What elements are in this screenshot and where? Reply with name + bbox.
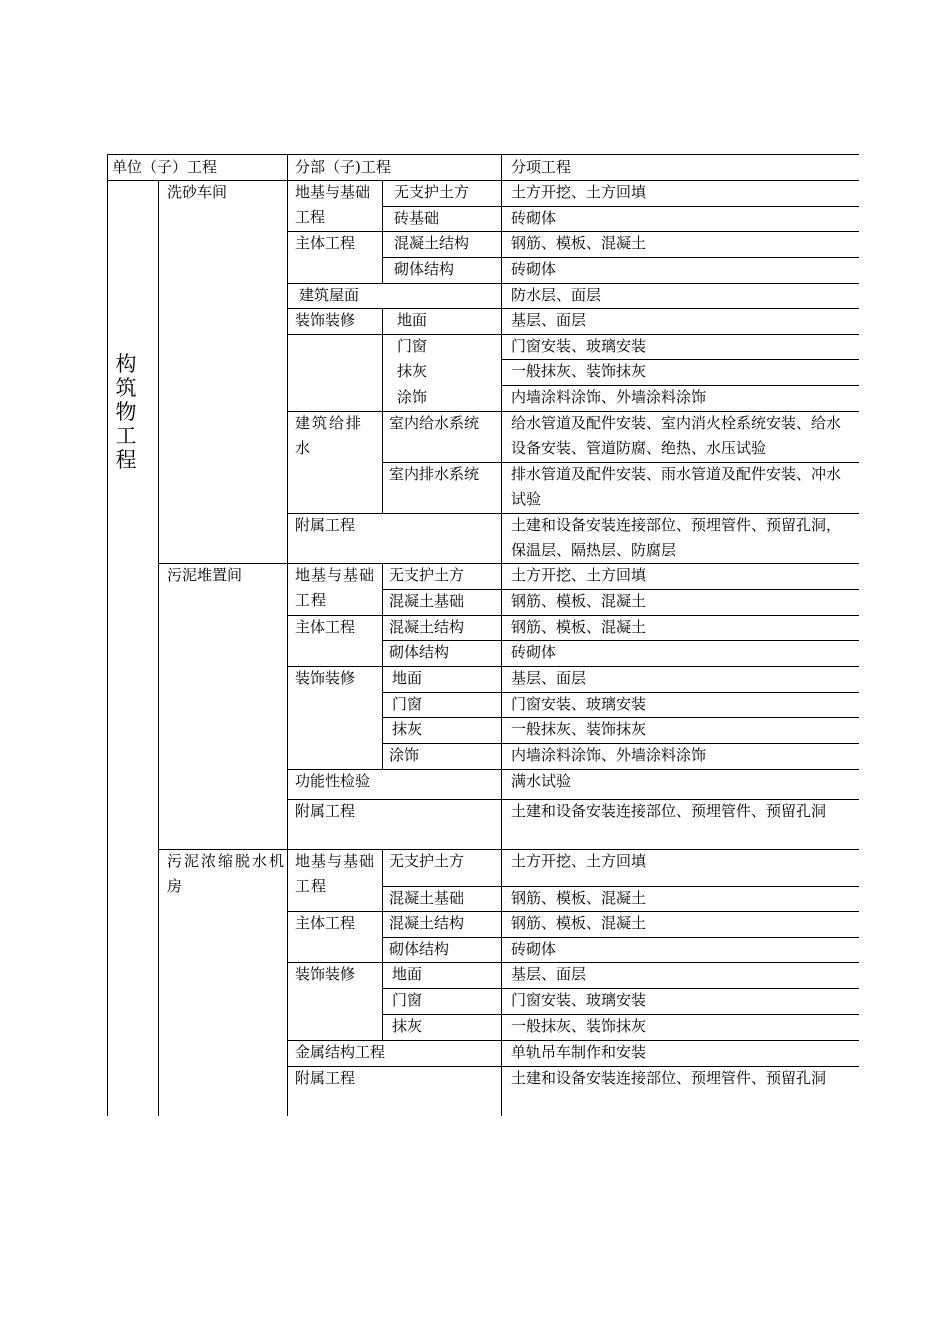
- item-text: 基层、面层: [511, 965, 587, 983]
- sub-division-name: 砌体结构: [394, 260, 455, 278]
- item-text: 基层、面层: [511, 311, 587, 329]
- division-name: 装饰装修: [295, 965, 356, 983]
- sub-division-name: 混凝土结构: [389, 914, 465, 932]
- sub-division-name: 地面: [397, 311, 428, 329]
- item-text: 砖砌体: [511, 209, 557, 227]
- sub-division-name: 室内给水系统: [389, 414, 480, 432]
- sub-division-name: 门窗: [392, 695, 423, 713]
- item-text: 钢筋、模板、混凝土: [511, 914, 647, 932]
- sub-division-name: 混凝土基础: [389, 592, 465, 610]
- item-text: 土建和设备安装连接部位、预埋管件、预留孔洞: [511, 802, 827, 820]
- sub-division-name: 无支护土方: [394, 183, 470, 201]
- item-text: 钢筋、模板、混凝土: [511, 889, 647, 907]
- sub-division-name: 砌体结构: [389, 940, 450, 958]
- table-grid-lines: [107, 154, 859, 1116]
- sub-division-name: 地面: [392, 669, 423, 687]
- unit-name: 洗砂车间: [167, 183, 228, 201]
- sub-division-name: 抹灰: [392, 1017, 423, 1035]
- sub-division-name: 地面: [392, 965, 423, 983]
- unit-name: 污泥浓缩脱水机房: [167, 852, 287, 895]
- item-text: 砖砌体: [511, 940, 557, 958]
- sub-division-name: 无支护土方: [389, 852, 465, 870]
- unit-name: 污泥堆置间: [167, 566, 243, 584]
- sub-division-name: 抹灰: [392, 720, 423, 738]
- sub-division-name: 门窗: [392, 991, 423, 1009]
- sub-division-name: 砌体结构: [389, 643, 450, 661]
- division-name: 主体工程: [295, 914, 356, 932]
- item-text: 土方开挖、土方回填: [511, 566, 647, 584]
- sub-division-name: 门窗: [397, 337, 428, 355]
- sub-division-name: 无支护土方: [389, 566, 465, 584]
- division-name: 附属工程: [295, 516, 356, 534]
- item-text: 门窗安装、玻璃安装: [511, 991, 647, 1009]
- division-name: 功能性检验: [295, 772, 371, 790]
- item-text: 砖砌体: [511, 260, 557, 278]
- item-text: 给水管道及配件安装、室内消火栓系统安装、给水设备安装、管道防腐、绝热、水压试验: [511, 414, 842, 457]
- item-text: 一般抹灰、装饰抹灰: [511, 362, 647, 380]
- item-text: 钢筋、模板、混凝土: [511, 592, 647, 610]
- item-text: 门窗安装、玻璃安装: [511, 695, 647, 713]
- item-text: 内墙涂料涂饰、外墙涂料涂饰: [511, 388, 707, 406]
- division-name: 地基与基础工程: [295, 183, 371, 226]
- header-unit: 单位（子）工程: [112, 158, 218, 176]
- item-text: 防水层、面层: [511, 286, 602, 304]
- item-text: 内墙涂料涂饰、外墙涂料涂饰: [511, 746, 707, 764]
- item-text: 土方开挖、土方回填: [511, 183, 647, 201]
- item-text: 砖砌体: [511, 643, 557, 661]
- division-name: 金属结构工程: [295, 1043, 386, 1061]
- sub-division-name: 抹灰: [397, 362, 428, 380]
- item-text: 一般抹灰、装饰抹灰: [511, 1017, 647, 1035]
- category-label: 构筑物工程: [115, 352, 137, 472]
- sub-division-name: 混凝土结构: [389, 618, 465, 636]
- division-name: 装饰装修: [295, 311, 356, 329]
- engineering-division-table: [107, 154, 859, 1116]
- sub-division-name: 室内排水系统: [389, 465, 480, 483]
- item-text: 土方开挖、土方回填: [511, 852, 647, 870]
- division-name: 附属工程: [295, 802, 356, 820]
- item-text: 钢筋、模板、混凝土: [511, 618, 647, 636]
- item-text: 门窗安装、玻璃安装: [511, 337, 647, 355]
- sub-division-name: 砖基础: [394, 209, 440, 227]
- sub-division-name: 涂饰: [397, 388, 428, 406]
- division-name: 装饰装修: [295, 669, 356, 687]
- item-text: 满水试验: [511, 772, 572, 790]
- item-text: 钢筋、模板、混凝土: [511, 234, 647, 252]
- header-item: 分项工程: [511, 158, 572, 176]
- division-name: 主体工程: [295, 234, 356, 252]
- division-name: 地基与基础工程: [295, 852, 376, 895]
- item-text: 单轨吊车制作和安装: [511, 1043, 647, 1061]
- sub-division-name: 混凝土基础: [389, 889, 465, 907]
- division-name: 附属工程: [295, 1069, 356, 1087]
- division-name: 建筑给排水: [295, 414, 364, 457]
- item-text: 土建和设备安装连接部位、预埋管件、预留孔洞: [511, 1069, 827, 1087]
- division-name: 建筑屋面: [299, 286, 360, 304]
- header-division: 分部（子)工程: [295, 158, 391, 176]
- item-text: 土建和设备安装连接部位、预埋管件、预留孔洞，保温层、隔热层、防腐层: [511, 516, 842, 559]
- item-text: 一般抹灰、装饰抹灰: [511, 720, 647, 738]
- division-name: 主体工程: [295, 618, 356, 636]
- sub-division-name: 混凝土结构: [394, 234, 470, 252]
- sub-division-name: 涂饰: [389, 746, 420, 764]
- item-text: 基层、面层: [511, 669, 587, 687]
- division-name: 地基与基础工程: [295, 566, 376, 609]
- item-text: 排水管道及配件安装、雨水管道及配件安装、冲水试验: [511, 465, 842, 508]
